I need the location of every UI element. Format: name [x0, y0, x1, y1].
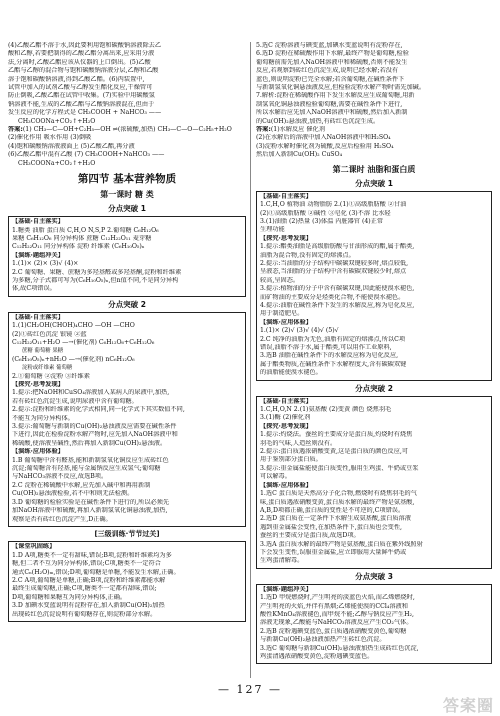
text-line: 若有砖红色沉淀生成,说明尿液中含有葡萄糖。 [12, 397, 138, 405]
text-line: 加NaOH溶液中和硫酸,再加入新制氢氧化铜悬浊液,加热, [12, 507, 168, 515]
text-line: 沉淀;葡萄糖含有羟基,能与金属钠反应生成氢气;葡萄糖 [12, 465, 161, 473]
text-line: 与新制Cu(OH)₂悬浊液加热产生砖红色沉淀。 [260, 636, 386, 644]
text-line: 3.D 葡萄糖的检验实验是在碱性条件下进行的,所以必须先 [12, 498, 170, 506]
text-line: 溶液无现象,乙酸能与NaHCO₃溶液反应产生CO₂气体。 [260, 619, 413, 627]
text-line: 4.提示:油脂在碱性条件下发生的水解反应,称为皂化反应, [260, 301, 415, 309]
text-line: 5.选C 淀粉溶液与碘变蓝,加碘水变蓝说明有淀粉存在, [256, 42, 403, 49]
answer-line: (2)催化作用 吸水作用 (3)倒吸 [8, 134, 92, 142]
text-line: 2.①葡萄糖 ②淀粉 ③纤维素 [12, 372, 90, 380]
text-line: C₁₂H₂₂O₁₁ 同分异构体 淀粉 纤维素 (C₆H₁₀O₅)ₙ [12, 243, 145, 251]
top-answers [256, 42, 492, 126]
text-line: 1.B 葡萄糖中含有醛基,能和新制氢氧化铜反应生成砖红色 [12, 456, 169, 464]
box-heading: 【课堂巩固练】 [12, 543, 56, 551]
answer-line: (2)在水解后的溶液中加入NaOH溶液中和H₂SO₄ [256, 134, 391, 142]
text-line: 蓝色,则说明淀粉已完全水解;若含葡萄糖,在碱性条件下 [256, 75, 405, 83]
text-line: 1.C,H,O,N 2.(1)氨基酸 (2)变黄 颜色 烧焦羽毛 [260, 406, 392, 414]
text-line: 7.解析:淀粉在稀硫酸作用下发生水解反应生成葡萄糖,用新 [256, 92, 415, 100]
intro-paragraph [8, 42, 246, 126]
text-line: 溶于饱和碳酸钠溶液,得到乙酸乙酯。(6)丙装置中, [8, 75, 145, 83]
right-column [256, 42, 492, 666]
text-line: 酸性KMnO₄溶液褪色,而甲烷不能;乙醇与钠反应产生H₂, [260, 610, 414, 618]
text-line: CH₃COONa+CO₂↑+H₂O [18, 117, 96, 125]
text-line: 2.C A项,葡萄糖是单糖,正确;B项,淀粉和纤维素都能水解 [12, 576, 166, 584]
text-line: 3.(1)油脂 (2)热量 (3)体温 内脏器官 (4)正常 [260, 217, 384, 225]
text-line: 观察是否有砖红色沉淀产生,D正确。 [12, 515, 112, 523]
point-title: 分点突破 2 [108, 299, 146, 309]
text-line: 鸡蛋清遇浓硝酸变黄色,淀粉遇碘变蓝色。 [260, 653, 374, 660]
text-line: 1.提示:酯类油脂是高级脂肪酸与甘油形成的酯,属于酯类, [260, 243, 415, 251]
box-heading: 【演练·题组冲关】 [12, 251, 64, 259]
point3-box [256, 584, 492, 665]
box-heading: 【基础·自主落实】 [260, 397, 312, 405]
point-title: 分点突破 2 [355, 383, 393, 393]
text-line: 制氢氧化铜悬浊液检验葡萄糖,需要在碱性条件下进行, [256, 100, 403, 108]
text-line: 1.提示:把NaOH和CuSO₄溶液加入某病人的尿液中,加热, [12, 389, 170, 397]
text-line: 油脂为混合物,没有固定的熔沸点。 [260, 251, 355, 259]
text-line: 呈液态,当油脂的分子结构中含有碳碳双键较少时,熔点 [260, 268, 407, 276]
text-line: 稀硫酸,使溶液呈碱性,然后再加入新制Cu(OH)₂悬浊液。 [12, 439, 167, 447]
answer-line: (1) CH₃—C—OH+C₂H₅—OH ⇌(浓硫酸,加热) CH₃—C—O—C₂H₅+H₂O [22, 126, 232, 134]
section-title: 第四节 基本营养物质 [77, 173, 177, 186]
text-line: 错误,油脂不溶于水,属于酯类,可以用作工业原料, [260, 344, 392, 351]
text-line: 葡萄糖前需先加入NaOH溶液中和稀硫酸,否则不能发生 [256, 58, 408, 66]
text-line: (2)①高级脂肪酸 ②碱性 ③皂化 (3)不溶 比水轻 [260, 209, 391, 217]
text-line: 与NaHCO₃溶液不反应,故选B项。 [12, 473, 108, 481]
answer-label: 答案: [256, 126, 271, 134]
text-line: 生理功能 [260, 226, 285, 234]
text-line: 3.提示:葡萄糖与新制的Cu(OH)₂悬浊液反应需要在碱性条件 [12, 423, 177, 431]
answer-block [8, 126, 246, 168]
text-line: 试管中加入的试剂乙酸与乙醇发生酯化反应,干燥管可 [8, 84, 153, 92]
lesson-title: 第二课时 油脂和蛋白质 [332, 164, 416, 174]
text-line: 羽毛的气味,人造丝则没有。 [260, 439, 337, 447]
text-line: (2)①砖红色沉淀 银镜 ②蓝 [12, 330, 87, 338]
text-line: 而矿物油的主要成分是烃类化合物,不能使溴水褪色。 [260, 293, 405, 301]
text-line: 2.选B 淀粉遇碘变蓝色,蛋白质遇浓硝酸变黄色,葡萄糖 [260, 627, 407, 635]
text-line: 属于酯类物质,在碱性条件下水解程度大,含有碳碳双键 [260, 360, 407, 368]
text-line: 防止倒吸,乙酸乙酯在试管中收集。(7)实验中用碳酸氢 [8, 92, 155, 100]
text-line: 生鸡蛋清解毒。 [260, 557, 304, 565]
text-line: 1.(1)× (2)× (3)√ (4)× [12, 260, 79, 268]
text-line: 用于鉴别部分蛋白质。 [260, 456, 322, 464]
answer-line: (3)淀粉水解时催化剂为硫酸,反应后检验用 H₂SO₄ [256, 142, 394, 150]
answer-line: CH₃COONa+CO₂↑+H₂O [18, 159, 96, 167]
text-line: 较高,呈固态。 [260, 276, 300, 284]
text-line: 1.糖类 油脂 蛋白质 C,H,O N,S,P 2.葡萄糖 C₆H₁₂O₆ [12, 226, 159, 234]
text-line: 用于制造肥皂。 [260, 310, 304, 318]
text-line: 的Cu(OH)₂悬浊液,加热,有砖红色沉淀生成。 [256, 117, 380, 125]
answer-line: (6)乙酸乙酯中混有乙酸 (7) CH₃COOH+NaHCO₃ —— [8, 151, 165, 159]
page-number: — 127 — [218, 683, 282, 696]
text-line: 果糖 C₆H₁₂O₆ 同分异构体 蔗糖 C₁₂H₂₂O₁₁ 麦芽糖 [12, 234, 152, 242]
text-line: 3.选A 蛋白质水解的最终产物是氨基酸,蛋白质在紫外线照射 [260, 540, 423, 548]
text-line: 3.(1)酶 (2)催化剂 [260, 414, 311, 422]
text-line: 2.选D 蛋白质在一定条件下水解生成氨基酸,蛋白质溶液 [260, 515, 411, 523]
text-line: 遇到重金属盐会变性,在加热条件下,蛋白质也会变性, [260, 523, 403, 531]
text-line: 酸和乙醇,若要把制得的乙酸乙酯分离出来,应采用分液 [8, 50, 155, 58]
text-line: Cu(OH)₂悬浊液检验,若不中和则无法检测。 [12, 490, 134, 498]
text-line: 蚕丝的主要成分是蛋白质,故选D项。 [260, 532, 360, 540]
text-line: 3.D 加碘水变蓝说明有淀粉存在,加入新制Cu(OH)₂加热 [12, 602, 165, 610]
text-line: 2.C 淀粉在稀硫酸中水解,应先加入碱中和再用新制 [12, 481, 151, 489]
text-line: 1.选C 蛋白质是天然高分子化合物,燃烧时有烧焦羽毛的气 [260, 490, 417, 498]
point2-box [8, 312, 246, 527]
text-line: 3.选B 油脂在碱性条件下的水解反应称为皂化反应, [260, 352, 399, 360]
box-heading: 【基础·自主落实】 [12, 218, 64, 226]
oil-point1-box [256, 191, 492, 381]
text-line: 1.提示:灼烧法。蚕丝的主要成分是蛋白质,灼烧时有烧焦 [260, 431, 413, 439]
point1-box [8, 216, 246, 297]
text-line: 钠溶液不能,生成的乙酸乙酯与乙酸钠溶液混在,但由于 [8, 100, 155, 108]
answer-block [256, 126, 492, 160]
text-line: 通式Cₙ(H₂O)ₘ,错误;D项,葡萄糖是单糖,不能发生水解,正确。 [12, 568, 180, 576]
box-heading: 【演练·题组冲关】 [260, 585, 312, 593]
text-line: 3.提示:重金属盐能使蛋白质变性,服用生鸡蛋、牛奶或豆浆 [260, 464, 419, 472]
text-line: 1.(1)CH₂OH(CHOH)₄CHO —OH —CHO [12, 322, 135, 330]
text-line: 3.提示:植物油的分子中含有碳碳双键,因此能使溴水褪色, [260, 285, 415, 293]
text-line: 1.选D 甲烷燃烧时,产生明亮的淡蓝色火焰,而乙烯燃烧时, [260, 594, 415, 602]
box-heading: 【演练·应用体验】 [260, 481, 312, 489]
text-line: 为多糖,分子式都可写为(C₆H₁₀O₅)ₙ,但n值不同,不是同分异构 [12, 276, 179, 284]
text-line: 下会发生变性,误服重金属盐,应立即服用大量鲜牛奶或 [260, 548, 407, 556]
box-heading: 【基础·自主落实】 [260, 192, 312, 200]
three-level-training-bar: [三级训练·节节过关] [94, 529, 160, 538]
box-heading: 【基础·自主落实】 [12, 313, 64, 321]
box-heading: 【探究·思考发现】 [260, 234, 312, 242]
point-title: 分点突破 1 [355, 178, 393, 188]
left-column [8, 42, 246, 624]
text-line: 2.提示:蛋白质遇浓硝酸变黄,这是蛋白质的颜色反应,可 [260, 448, 409, 456]
lesson-title: 第一课时 糖 类 [100, 190, 154, 200]
text-line: 反应,若观察到砖红色沉淀生成,说明已经水解;若没有 [256, 67, 399, 75]
text-line: 2.C 纯净的油脂为无色,油脂有固定的熔沸点,所以C项 [260, 335, 406, 343]
text-line: 最终生成葡萄糖,正确;C项,糖类不一定都有甜味,错误; [12, 585, 157, 593]
class-practice-box [8, 541, 246, 622]
text-line: 2.提示:淀粉和纤维素的化学式相同,同一化学式下其实数值不同, [12, 406, 185, 414]
text-line: 1.(1)× (2)√ (3)√ (4)√ (5)√ [260, 327, 339, 335]
text-line: 味,蛋白质遇浓硝酸变黄,蛋白质水解的最终产物是氨基酸, [260, 498, 415, 506]
text-line: D项,葡萄糖和果糖互为同分异构体,正确。 [12, 593, 127, 601]
text-line: 2.提示:当油脂的分子结构中碳碳双键较多时,熔点较低, [260, 259, 409, 267]
box-heading: 【演练·应用体验】 [260, 318, 312, 326]
text-line: 不能互为同分异构体。 [12, 414, 74, 422]
text-line: 淀粉或纤维素 葡萄糖 [22, 365, 73, 372]
text-line: 1.D A项,糖类不一定有甜味,错误;B项,淀粉和纤维素均为多 [12, 551, 172, 559]
text-line: 乙酯与乙醇的混合物与饱和碳酸钠溶液分层,乙醇和乙酸 [8, 67, 159, 75]
box-heading: 【演练·应用体验】 [12, 448, 64, 456]
text-line: 所以水解后应先加入NaOH溶液中和硫酸,然后加入新制 [256, 109, 408, 117]
point-title: 分点突破 3 [355, 571, 393, 581]
text-line: 出现砖红色沉淀说明有葡萄糖存在,则淀粉部分水解。 [12, 610, 157, 618]
answer-line: (4)饱和碳酸钠溶液液面上 (5)乙酸乙酯,再分液 [8, 142, 135, 150]
watermark-logo: 答案圈 [442, 695, 494, 715]
text-line: (4)乙酸乙酯不溶于水,因此要利用饱和碳酸钠溶液除去乙 [8, 42, 162, 49]
text-line: 与新制氢氧化铜悬浊液反应,但检验淀粉水解产物时需先加碱。 [256, 84, 426, 92]
box-heading: 【探究·思考发现】 [12, 381, 64, 388]
text-line: 3.选C 葡萄糖与新制Cu(OH)₂悬浊液加热生成砖红色沉淀, [260, 644, 419, 652]
text-line: 2.C 葡萄糖、果糖、蔗糖为多羟基醛或多羟基酮,淀粉和纤维素 [12, 268, 182, 276]
text-line: C₁₂H₂₂O₁₁+H₂O —→(催化剂) C₆H₁₂O₆+C₆H₁₂O₆ [12, 338, 155, 346]
text-line: 体,故C项错误。 [12, 285, 56, 293]
column-divider [250, 42, 251, 678]
text-line: 蔗糖 葡萄糖 果糖 [22, 348, 64, 355]
text-line: 的油脂能使溴水褪色。 [260, 369, 322, 377]
answer-line: 然后加入新制Cu(OH)₂ CuSO₄ [256, 151, 343, 159]
text-line: 6.选D 淀粉在稀硫酸作用下水解,最终产物是葡萄糖,检验 [256, 50, 409, 58]
text-line: 1.C,H,O 植物油 动物脂肪 2.(1)①高级脂肪酸 ②甘油 [260, 201, 407, 209]
protein-point2-box [256, 396, 492, 569]
text-line: 法,分离时,乙酸乙酯应该从仪器的上口倒出。(5)乙酸 [8, 58, 151, 66]
text-line: (C₆H₁₀O₅)ₙ+nH₂O —→(催化剂) nC₆H₁₂O₆ [12, 355, 135, 363]
point-title: 分点突破 1 [108, 204, 146, 214]
text-line: 产生明亮的火焰,并伴有黑烟;乙烯能使溴的CCl₄溶液和 [260, 602, 408, 610]
text-line: 可以解毒。 [260, 473, 291, 481]
box-heading: 【探究·思考发现】 [260, 422, 312, 430]
answer-line: (1)水解反应 催化剂 [270, 126, 325, 134]
text-line: A,B,D项都正确,蛋白质的变性是不可逆的,C项错误。 [260, 506, 405, 514]
answer-label: 答案: [8, 126, 23, 134]
text-line: 发生反应的化学方程式是 CH₃COOH + NaHCO₃ —— [8, 109, 162, 117]
text-line: 糖,但二者不互为同分异构体,错误;C项,糖类不一定符合 [12, 560, 161, 568]
text-line: 下进行,因此在检验淀粉水解产物时,应先加入NaOH溶液中和 [12, 431, 178, 439]
